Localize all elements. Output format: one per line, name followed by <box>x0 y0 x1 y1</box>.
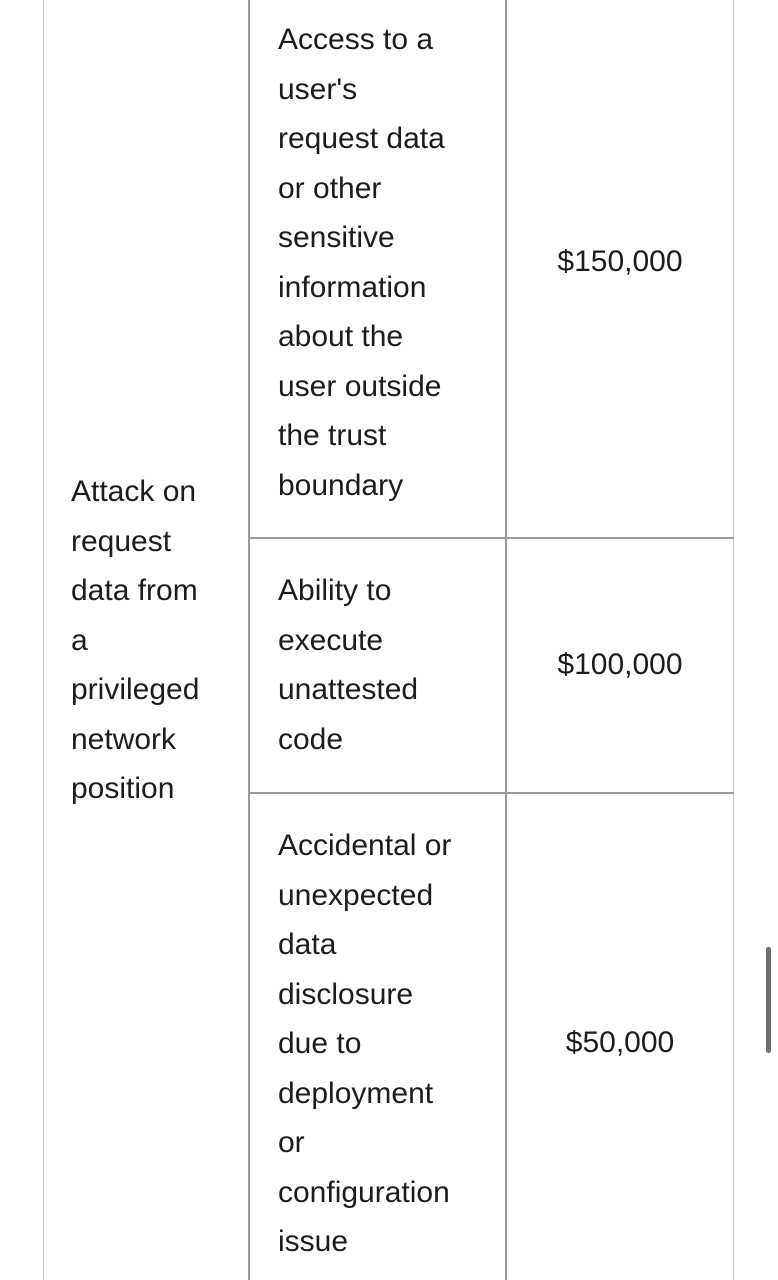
column-divider-1 <box>248 0 250 1280</box>
description-cell-2: Ability to execute unattested code <box>278 574 419 756</box>
table-border-right <box>733 0 734 1280</box>
column-divider-2 <box>505 0 507 1280</box>
reward-cell-1: $150,000 <box>557 245 683 278</box>
category-cell: Attack on request data from a privileged network position <box>71 475 200 805</box>
description-cell-3: Accidental or unexpected data disclosure due to deployment or configuration issue <box>278 829 452 1258</box>
row-divider-2 <box>248 792 734 794</box>
reward-cell-3: $50,000 <box>565 1026 675 1059</box>
scrollbar[interactable] <box>766 947 771 1053</box>
row-divider-1 <box>248 537 734 539</box>
reward-cell-2: $100,000 <box>557 648 683 681</box>
table-border-left <box>43 0 44 1280</box>
description-cell-1: Access to a user's request data or other sensitive information about the user outside the trust boundary <box>278 23 445 502</box>
